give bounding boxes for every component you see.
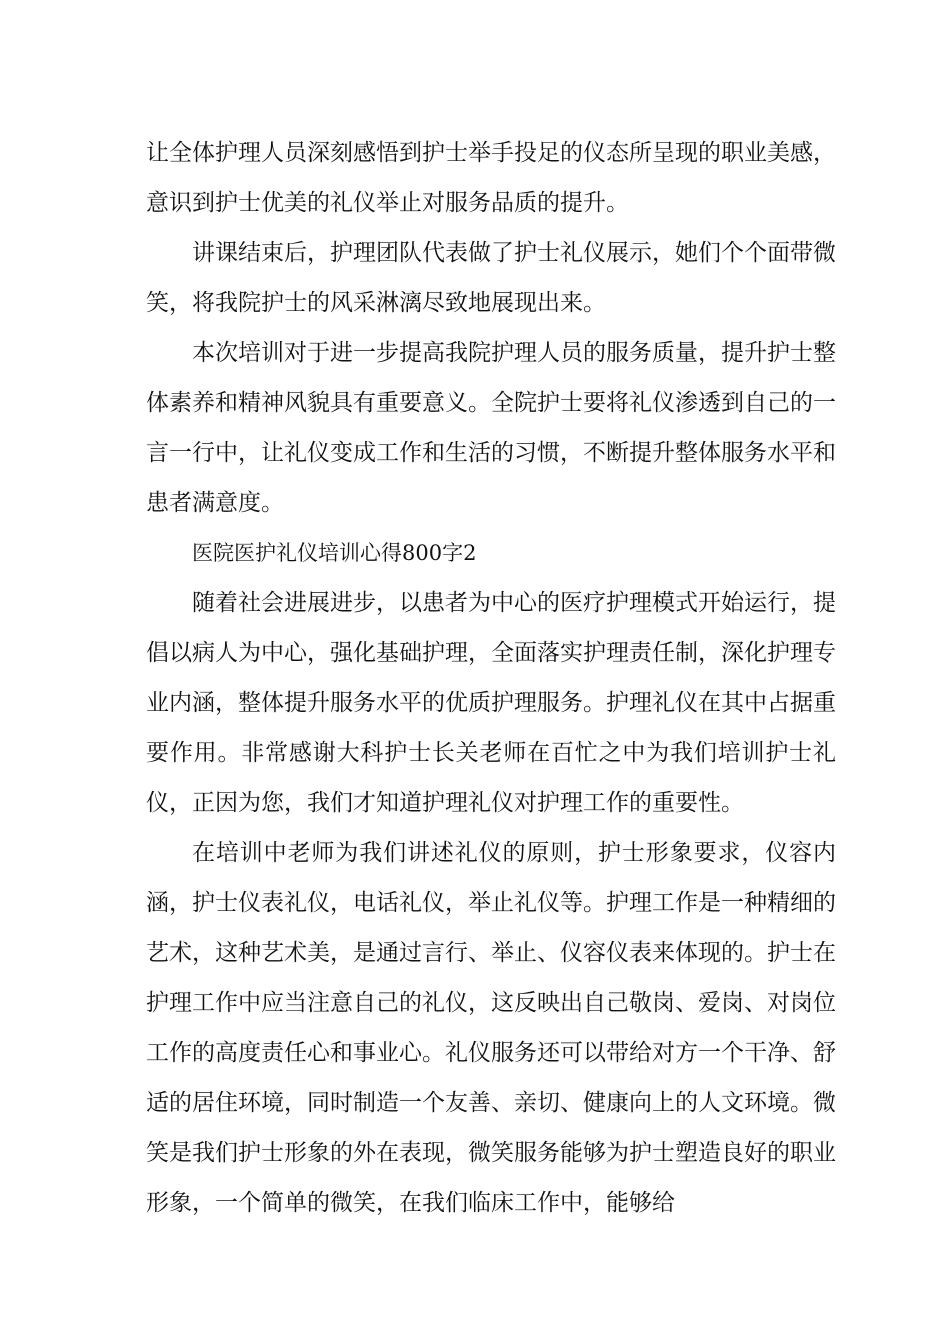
paragraph-demonstration: 讲课结束后，护理团队代表做了护士礼仪展示，她们个个面带微笑，将我院护士的风采淋漓尽致地展现出来。	[146, 240, 836, 316]
document-body	[146, 128, 836, 1228]
paragraph-training-content: 在培训中老师为我们讲述礼仪的原则，护士形象要求，仪容内涵，护士仪表礼仪，电话礼仪，举止礼仪等。护理工作是一种精细的艺术，这种艺术美，是通过言行、举止、仪容仪表来体现的。护士在护理工作中应当注意自己的礼仪，这反映出自己敬岗、爱岗、对岗位工作的高度责任心和事业心。礼仪服务还可以带给对方一个干净、舒适的居住环境，同时制造一个友善、亲切、健康向上的人文环境。微笑是我们护士形象的外在表现，微笑服务能够为护士塑造良好的职业形象，一个简单的微笑，在我们临床工作中，能够给	[146, 840, 836, 1216]
paragraph-continuation: 让全体护理人员深刻感悟到护士举手投足的仪态所呈现的职业美感，意识到护士优美的礼仪举止对服务品质的提升。	[146, 140, 836, 216]
section-heading: 医院医护礼仪培训心得800字2	[192, 541, 477, 565]
paragraph-introduction: 随着社会进展进步，以患者为中心的医疗护理模式开始运行，提倡以病人为中心，强化基础护理，全面落实护理责任制，深化护理专业内涵，整体提升服务水平的优质护理服务。护理礼仪在其中占据重要作用。非常感谢大科护士长关老师在百忙之中为我们培训护士礼仪，正因为您，我们才知道护理礼仪对护理工作的重要性。	[146, 590, 836, 816]
paragraph-significance: 本次培训对于进一步提高我院护理人员的服务质量，提升护士整体素养和精神风貌具有重要意义。全院护士要将礼仪渗透到自己的一言一行中，让礼仪变成工作和生活的习惯，不断提升整体服务水平和患者满意度。	[146, 340, 836, 516]
